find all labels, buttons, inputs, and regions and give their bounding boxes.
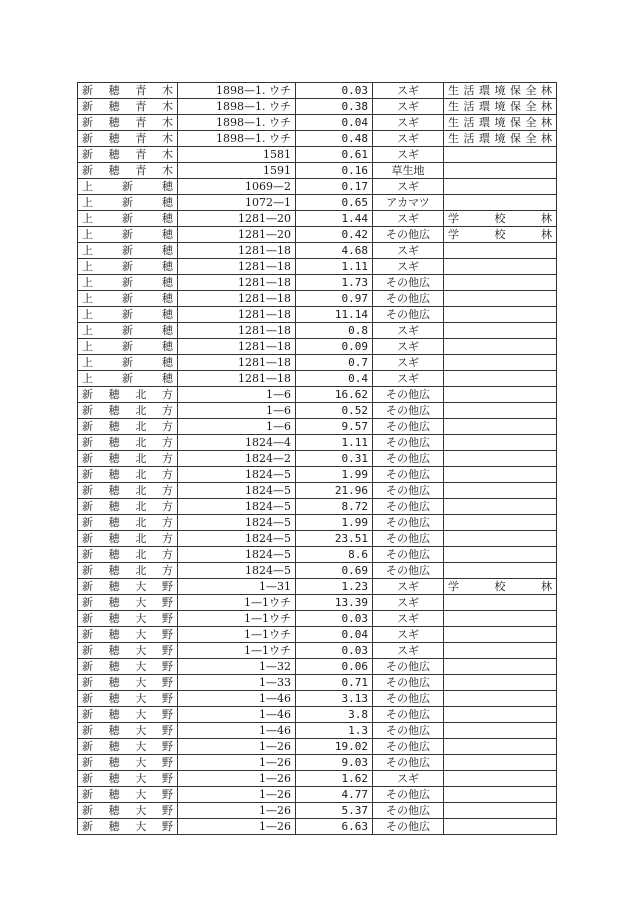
note-cell xyxy=(444,307,557,323)
area-cell: 9.57 xyxy=(296,419,373,435)
species-cell: その他広 xyxy=(373,787,444,803)
table-row xyxy=(78,371,557,387)
lot-number-cell: 1—26 xyxy=(178,819,296,835)
lot-number-cell: 1824—5 xyxy=(178,531,296,547)
area-cell: 0.04 xyxy=(296,115,373,131)
table-row xyxy=(78,355,557,371)
lot-number-cell: 1—26 xyxy=(178,755,296,771)
species-cell: その他広 xyxy=(373,307,444,323)
species-cell: スギ xyxy=(373,115,444,131)
note-cell xyxy=(444,147,557,163)
area-cell: 0.97 xyxy=(296,291,373,307)
lot-number-cell: 1824—5 xyxy=(178,563,296,579)
lot-number-cell: 1281—18 xyxy=(178,355,296,371)
note-cell xyxy=(444,659,557,675)
place-cell: 新穂大野 xyxy=(78,803,178,819)
place-cell: 新穂大野 xyxy=(78,819,178,835)
area-cell: 0.42 xyxy=(296,227,373,243)
area-cell: 13.39 xyxy=(296,595,373,611)
lot-number-cell: 1—26 xyxy=(178,787,296,803)
table-row xyxy=(78,275,557,291)
place-cell: 上新穂 xyxy=(78,195,178,211)
species-cell: その他広 xyxy=(373,435,444,451)
area-cell: 0.69 xyxy=(296,563,373,579)
lot-number-cell: 1—33 xyxy=(178,675,296,691)
species-cell: スギ xyxy=(373,355,444,371)
table-row xyxy=(78,147,557,163)
species-cell: その他広 xyxy=(373,483,444,499)
place-cell: 新穂青木 xyxy=(78,99,178,115)
area-cell: 0.48 xyxy=(296,131,373,147)
place-cell: 上新穂 xyxy=(78,211,178,227)
species-cell: その他広 xyxy=(373,515,444,531)
species-cell: その他広 xyxy=(373,387,444,403)
table-row xyxy=(78,323,557,339)
note-cell xyxy=(444,419,557,435)
lot-number-cell: 1824—5 xyxy=(178,547,296,563)
area-cell: 0.04 xyxy=(296,627,373,643)
place-cell: 新穂北方 xyxy=(78,387,178,403)
table-row xyxy=(78,611,557,627)
area-cell: 0.17 xyxy=(296,179,373,195)
area-cell: 0.7 xyxy=(296,355,373,371)
place-cell: 新穂北方 xyxy=(78,531,178,547)
note-cell xyxy=(444,451,557,467)
note-cell xyxy=(444,643,557,659)
area-cell: 0.4 xyxy=(296,371,373,387)
species-cell: スギ xyxy=(373,771,444,787)
lot-number-cell: 1—26 xyxy=(178,739,296,755)
place-cell: 新穂大野 xyxy=(78,659,178,675)
area-cell: 6.63 xyxy=(296,819,373,835)
place-cell: 新穂北方 xyxy=(78,515,178,531)
table-body xyxy=(78,83,557,835)
species-cell: その他広 xyxy=(373,403,444,419)
note-cell xyxy=(444,547,557,563)
note-cell xyxy=(444,467,557,483)
table-row xyxy=(78,579,557,595)
place-cell: 新穂大野 xyxy=(78,595,178,611)
species-cell: その他広 xyxy=(373,451,444,467)
table-row xyxy=(78,691,557,707)
area-cell: 23.51 xyxy=(296,531,373,547)
lot-number-cell: 1281—18 xyxy=(178,339,296,355)
lot-number-cell: 1591 xyxy=(178,163,296,179)
lot-number-cell: 1—31 xyxy=(178,579,296,595)
area-cell: 1.23 xyxy=(296,579,373,595)
table-row xyxy=(78,403,557,419)
area-cell: 1.11 xyxy=(296,259,373,275)
place-cell: 新穂青木 xyxy=(78,115,178,131)
note-cell xyxy=(444,275,557,291)
table-row xyxy=(78,707,557,723)
species-cell: その他広 xyxy=(373,675,444,691)
lot-number-cell: 1069—2 xyxy=(178,179,296,195)
table-row xyxy=(78,499,557,515)
lot-number-cell: 1898—1. ウチ xyxy=(178,99,296,115)
table-row xyxy=(78,435,557,451)
species-cell: その他広 xyxy=(373,467,444,483)
table-row xyxy=(78,723,557,739)
place-cell: 新穂北方 xyxy=(78,499,178,515)
place-cell: 新穂大野 xyxy=(78,675,178,691)
forest-register-table xyxy=(77,82,557,835)
place-cell: 新穂青木 xyxy=(78,131,178,147)
area-cell: 9.03 xyxy=(296,755,373,771)
area-cell: 0.03 xyxy=(296,611,373,627)
species-cell: スギ xyxy=(373,339,444,355)
area-cell: 3.13 xyxy=(296,691,373,707)
species-cell: その他広 xyxy=(373,531,444,547)
note-cell xyxy=(444,179,557,195)
area-cell: 0.31 xyxy=(296,451,373,467)
species-cell: スギ xyxy=(373,595,444,611)
species-cell: その他広 xyxy=(373,227,444,243)
species-cell: スギ xyxy=(373,579,444,595)
species-cell: その他広 xyxy=(373,659,444,675)
species-cell: その他広 xyxy=(373,803,444,819)
place-cell: 新穂大野 xyxy=(78,691,178,707)
species-cell: スギ xyxy=(373,627,444,643)
note-cell xyxy=(444,291,557,307)
table-row xyxy=(78,595,557,611)
place-cell: 上新穂 xyxy=(78,243,178,259)
species-cell: スギ xyxy=(373,147,444,163)
note-cell xyxy=(444,323,557,339)
lot-number-cell: 1281—18 xyxy=(178,371,296,387)
table-row xyxy=(78,531,557,547)
species-cell: スギ xyxy=(373,243,444,259)
lot-number-cell: 1824—5 xyxy=(178,515,296,531)
table-row xyxy=(78,547,557,563)
species-cell: スギ xyxy=(373,323,444,339)
note-cell xyxy=(444,403,557,419)
table-row xyxy=(78,259,557,275)
species-cell: スギ xyxy=(373,131,444,147)
lot-number-cell: 1281—18 xyxy=(178,243,296,259)
table-row xyxy=(78,291,557,307)
species-cell: その他広 xyxy=(373,707,444,723)
species-cell: その他広 xyxy=(373,547,444,563)
species-cell: その他広 xyxy=(373,691,444,707)
table-row xyxy=(78,515,557,531)
area-cell: 5.37 xyxy=(296,803,373,819)
area-cell: 8.72 xyxy=(296,499,373,515)
species-cell: その他広 xyxy=(373,275,444,291)
species-cell: その他広 xyxy=(373,419,444,435)
table-row xyxy=(78,467,557,483)
table-row xyxy=(78,803,557,819)
area-cell: 0.38 xyxy=(296,99,373,115)
lot-number-cell: 1281—18 xyxy=(178,307,296,323)
area-cell: 1.11 xyxy=(296,435,373,451)
note-cell xyxy=(444,515,557,531)
place-cell: 新穂大野 xyxy=(78,755,178,771)
table-row xyxy=(78,755,557,771)
area-cell: 1.73 xyxy=(296,275,373,291)
lot-number-cell: 1—1ウチ xyxy=(178,643,296,659)
place-cell: 上新穂 xyxy=(78,259,178,275)
species-cell: スギ xyxy=(373,371,444,387)
place-cell: 新穂大野 xyxy=(78,787,178,803)
species-cell: スギ xyxy=(373,83,444,99)
species-cell: スギ xyxy=(373,99,444,115)
species-cell: その他広 xyxy=(373,739,444,755)
lot-number-cell: 1281—18 xyxy=(178,259,296,275)
place-cell: 新穂大野 xyxy=(78,643,178,659)
species-cell: スギ xyxy=(373,611,444,627)
lot-number-cell: 1—1ウチ xyxy=(178,627,296,643)
lot-number-cell: 1281—18 xyxy=(178,291,296,307)
note-cell xyxy=(444,339,557,355)
lot-number-cell: 1—46 xyxy=(178,723,296,739)
area-cell: 0.03 xyxy=(296,83,373,99)
note-cell xyxy=(444,819,557,835)
area-cell: 0.16 xyxy=(296,163,373,179)
table-row xyxy=(78,675,557,691)
lot-number-cell: 1824—4 xyxy=(178,435,296,451)
area-cell: 11.14 xyxy=(296,307,373,323)
note-cell xyxy=(444,499,557,515)
area-cell: 8.6 xyxy=(296,547,373,563)
note-cell: 生活環境保全林 xyxy=(444,99,557,115)
area-cell: 0.09 xyxy=(296,339,373,355)
place-cell: 上新穂 xyxy=(78,355,178,371)
note-cell xyxy=(444,259,557,275)
place-cell: 上新穂 xyxy=(78,275,178,291)
table-row xyxy=(78,659,557,675)
note-cell xyxy=(444,723,557,739)
species-cell: アカマツ xyxy=(373,195,444,211)
table-row xyxy=(78,179,557,195)
place-cell: 新穂北方 xyxy=(78,563,178,579)
lot-number-cell: 1824—2 xyxy=(178,451,296,467)
table-row xyxy=(78,211,557,227)
area-cell: 19.02 xyxy=(296,739,373,755)
place-cell: 上新穂 xyxy=(78,371,178,387)
note-cell xyxy=(444,531,557,547)
species-cell: その他広 xyxy=(373,291,444,307)
area-cell: 0.65 xyxy=(296,195,373,211)
place-cell: 新穂大野 xyxy=(78,723,178,739)
area-cell: 0.8 xyxy=(296,323,373,339)
place-cell: 新穂北方 xyxy=(78,435,178,451)
area-cell: 1.44 xyxy=(296,211,373,227)
table-row xyxy=(78,451,557,467)
species-cell: その他広 xyxy=(373,563,444,579)
species-cell: スギ xyxy=(373,643,444,659)
place-cell: 新穂北方 xyxy=(78,467,178,483)
place-cell: 新穂大野 xyxy=(78,739,178,755)
place-cell: 新穂北方 xyxy=(78,403,178,419)
place-cell: 新穂青木 xyxy=(78,83,178,99)
lot-number-cell: 1—6 xyxy=(178,387,296,403)
table-row xyxy=(78,419,557,435)
note-cell xyxy=(444,435,557,451)
note-cell xyxy=(444,803,557,819)
area-cell: 0.52 xyxy=(296,403,373,419)
lot-number-cell: 1824—5 xyxy=(178,467,296,483)
place-cell: 新穂青木 xyxy=(78,163,178,179)
lot-number-cell: 1—1ウチ xyxy=(178,595,296,611)
table-row xyxy=(78,339,557,355)
note-cell xyxy=(444,243,557,259)
lot-number-cell: 1—6 xyxy=(178,403,296,419)
area-cell: 0.71 xyxy=(296,675,373,691)
table-row xyxy=(78,643,557,659)
place-cell: 上新穂 xyxy=(78,291,178,307)
table-row xyxy=(78,115,557,131)
table-row xyxy=(78,307,557,323)
area-cell: 1.99 xyxy=(296,515,373,531)
note-cell xyxy=(444,755,557,771)
area-cell: 0.61 xyxy=(296,147,373,163)
lot-number-cell: 1824—5 xyxy=(178,483,296,499)
table-row xyxy=(78,819,557,835)
note-cell xyxy=(444,627,557,643)
area-cell: 1.62 xyxy=(296,771,373,787)
note-cell: 学校林 xyxy=(444,227,557,243)
table-row xyxy=(78,739,557,755)
table-row xyxy=(78,387,557,403)
note-cell xyxy=(444,355,557,371)
place-cell: 新穂北方 xyxy=(78,419,178,435)
area-cell: 0.03 xyxy=(296,643,373,659)
table-row xyxy=(78,627,557,643)
note-cell xyxy=(444,611,557,627)
place-cell: 新穂北方 xyxy=(78,451,178,467)
table-row xyxy=(78,131,557,147)
note-cell xyxy=(444,483,557,499)
lot-number-cell: 1—32 xyxy=(178,659,296,675)
note-cell: 学校林 xyxy=(444,579,557,595)
area-cell: 16.62 xyxy=(296,387,373,403)
area-cell: 21.96 xyxy=(296,483,373,499)
area-cell: 0.06 xyxy=(296,659,373,675)
lot-number-cell: 1—46 xyxy=(178,691,296,707)
table-row xyxy=(78,563,557,579)
place-cell: 上新穂 xyxy=(78,323,178,339)
note-cell: 生活環境保全林 xyxy=(444,131,557,147)
place-cell: 上新穂 xyxy=(78,227,178,243)
lot-number-cell: 1581 xyxy=(178,147,296,163)
area-cell: 3.8 xyxy=(296,707,373,723)
place-cell: 上新穂 xyxy=(78,179,178,195)
place-cell: 新穂青木 xyxy=(78,147,178,163)
place-cell: 新穂大野 xyxy=(78,579,178,595)
area-cell: 4.77 xyxy=(296,787,373,803)
note-cell xyxy=(444,387,557,403)
species-cell: スギ xyxy=(373,211,444,227)
lot-number-cell: 1—1ウチ xyxy=(178,611,296,627)
lot-number-cell: 1898—1. ウチ xyxy=(178,131,296,147)
note-cell xyxy=(444,707,557,723)
species-cell: スギ xyxy=(373,179,444,195)
species-cell: その他広 xyxy=(373,499,444,515)
area-cell: 4.68 xyxy=(296,243,373,259)
species-cell: その他広 xyxy=(373,819,444,835)
place-cell: 上新穂 xyxy=(78,307,178,323)
table-row xyxy=(78,771,557,787)
table-row xyxy=(78,483,557,499)
note-cell xyxy=(444,787,557,803)
table-row xyxy=(78,195,557,211)
lot-number-cell: 1—26 xyxy=(178,771,296,787)
note-cell: 生活環境保全林 xyxy=(444,83,557,99)
species-cell: その他広 xyxy=(373,755,444,771)
note-cell: 生活環境保全林 xyxy=(444,115,557,131)
note-cell xyxy=(444,739,557,755)
lot-number-cell: 1072—1 xyxy=(178,195,296,211)
place-cell: 上新穂 xyxy=(78,339,178,355)
place-cell: 新穂大野 xyxy=(78,771,178,787)
table-row xyxy=(78,83,557,99)
area-cell: 1.3 xyxy=(296,723,373,739)
lot-number-cell: 1—6 xyxy=(178,419,296,435)
table-row xyxy=(78,787,557,803)
place-cell: 新穂大野 xyxy=(78,627,178,643)
note-cell xyxy=(444,163,557,179)
place-cell: 新穂北方 xyxy=(78,547,178,563)
note-cell xyxy=(444,371,557,387)
table-row xyxy=(78,243,557,259)
species-cell: その他広 xyxy=(373,723,444,739)
table-row xyxy=(78,227,557,243)
place-cell: 新穂大野 xyxy=(78,611,178,627)
note-cell xyxy=(444,595,557,611)
lot-number-cell: 1281—20 xyxy=(178,227,296,243)
note-cell xyxy=(444,195,557,211)
place-cell: 新穂北方 xyxy=(78,483,178,499)
lot-number-cell: 1281—18 xyxy=(178,323,296,339)
lot-number-cell: 1898—1. ウチ xyxy=(178,115,296,131)
species-cell: 草生地 xyxy=(373,163,444,179)
lot-number-cell: 1824—5 xyxy=(178,499,296,515)
table-row xyxy=(78,99,557,115)
note-cell: 学校林 xyxy=(444,211,557,227)
lot-number-cell: 1898—1. ウチ xyxy=(178,83,296,99)
note-cell xyxy=(444,563,557,579)
note-cell xyxy=(444,691,557,707)
lot-number-cell: 1281—20 xyxy=(178,211,296,227)
lot-number-cell: 1—46 xyxy=(178,707,296,723)
lot-number-cell: 1—26 xyxy=(178,803,296,819)
table-row xyxy=(78,163,557,179)
species-cell: スギ xyxy=(373,259,444,275)
place-cell: 新穂大野 xyxy=(78,707,178,723)
note-cell xyxy=(444,771,557,787)
area-cell: 1.99 xyxy=(296,467,373,483)
note-cell xyxy=(444,675,557,691)
lot-number-cell: 1281—18 xyxy=(178,275,296,291)
